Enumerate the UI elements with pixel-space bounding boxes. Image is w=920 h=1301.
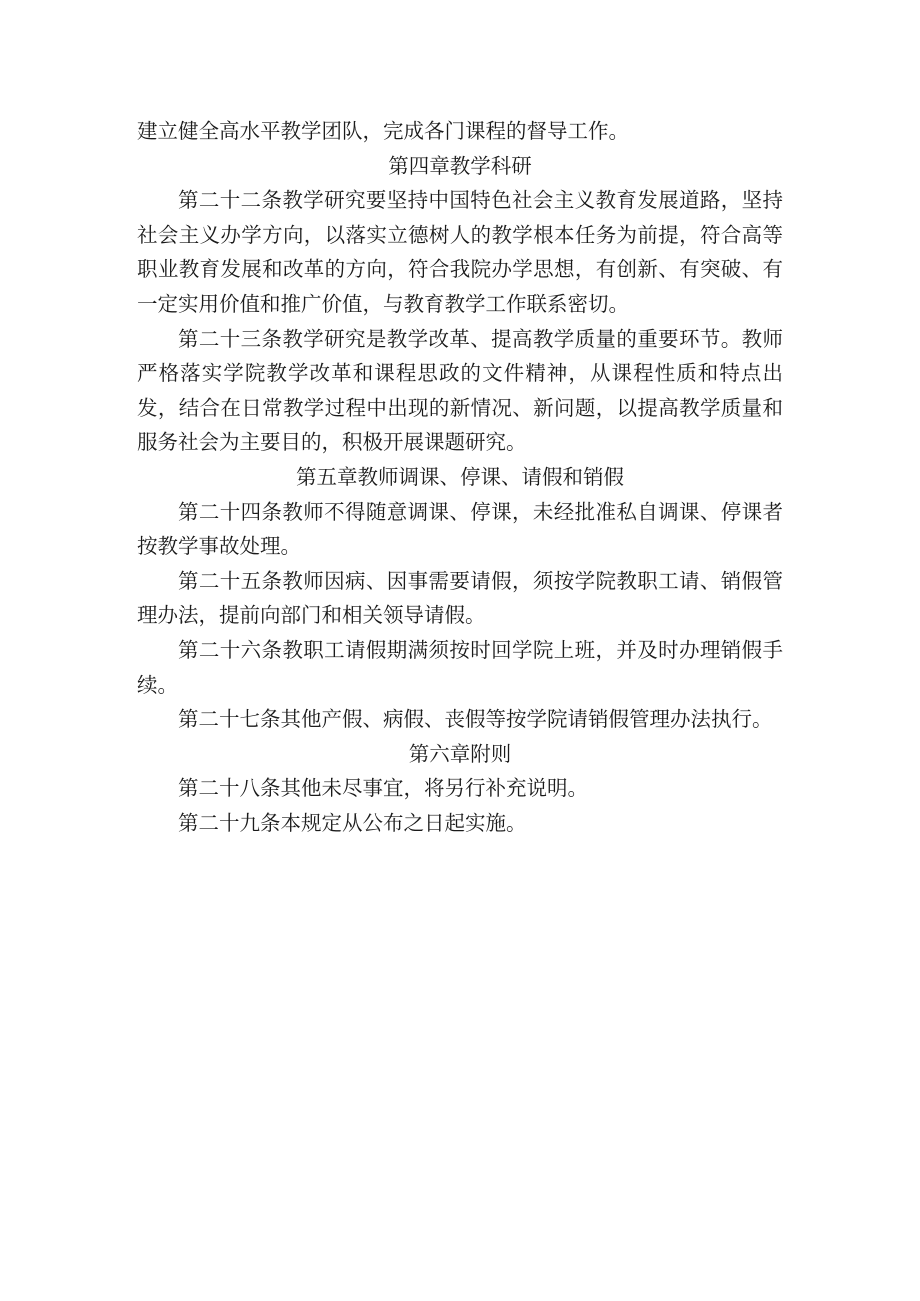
chapter-heading-4: 第四章教学科研 xyxy=(388,153,532,178)
chapter-heading-5: 第五章教师调课、停课、请假和销假 xyxy=(296,464,624,489)
article-26: 第二十六条教职工请假期满须按时回学院上班，并及时办理销假手续。 xyxy=(137,637,783,697)
continued-paragraph: 建立健全高水平教学团队，完成各门课程的督导工作。 xyxy=(137,119,629,143)
article-25: 第二十五条教师因病、因事需要请假，须按学院教职工请、销假管理办法，提前向部门和相关领导请假。 xyxy=(137,568,783,628)
article-22: 第二十二条教学研究要坚持中国特色社会主义教育发展道路，坚持社会主义办学方向，以落实立德树人的教学根本任务为前提，符合高等职业教育发展和改革的方向，符合我院办学思想，有创新、有突破、有一定实用价值和推广价值，与教育教学工作联系密切。 xyxy=(137,188,783,316)
document-body xyxy=(137,114,783,840)
article-29: 第二十九条本规定从公布之日起实施。 xyxy=(178,810,527,835)
article-28: 第二十八条其他未尽事宜，将另行补充说明。 xyxy=(178,776,588,801)
chapter-heading-6: 第六章附则 xyxy=(408,741,512,766)
article-23: 第二十三条教学研究是教学改革、提高教学质量的重要环节。教师严格落实学院教学改革和课程思政的文件精神，从课程性质和特点出发，结合在日常教学过程中出现的新情况、新问题，以提高教学质量和服务社会为主要目的，积极开展课题研究。 xyxy=(137,326,783,455)
article-27: 第二十七条其他产假、病假、丧假等按学院请销假管理办法执行。 xyxy=(178,707,773,732)
article-24: 第二十四条教师不得随意调课、停课，未经批准私自调课、停课者按教学事故处理。 xyxy=(137,499,783,559)
